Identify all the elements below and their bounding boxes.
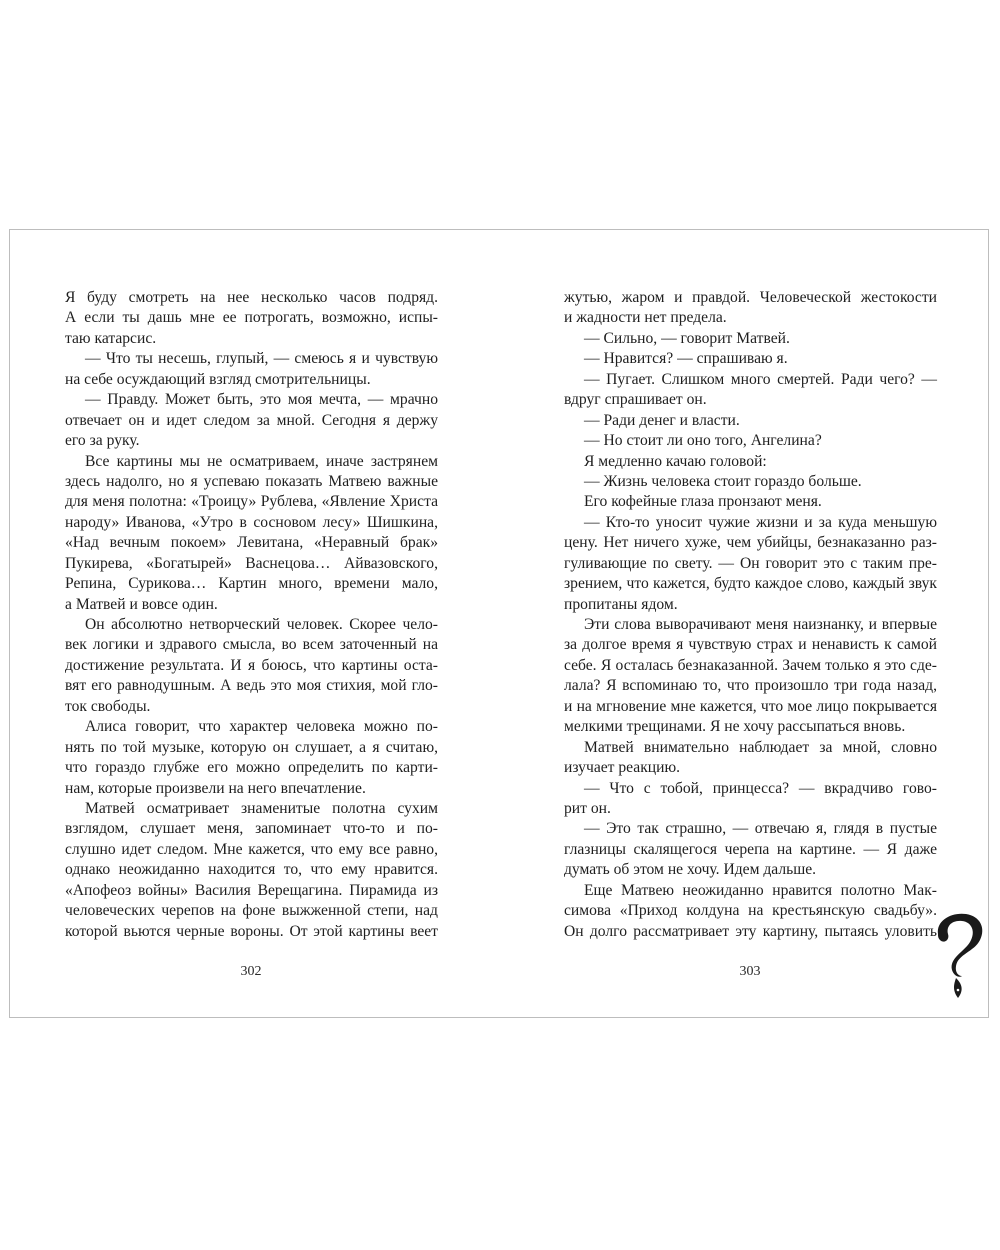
text-line: пропитаны ядом. [564,595,678,613]
right-page-text [564,288,937,942]
text-line: ток свободы. [65,697,151,715]
text-line: изучает реакцию. [564,759,681,777]
text-line: — Нравится? — спрашиваю я. [584,350,788,368]
text-line: и жадности нет предела. [564,309,727,327]
text-line: цену. Нет ничего хуже, чем убийцы, безнаказанно раз- [564,534,937,552]
text-line: симова «Приход колдуна на крестьянскую свадьбу». [564,902,937,920]
text-line: — Жизнь человека стоит гораздо больше. [584,472,862,490]
text-line: — Сильно, — говорит Матвей. [584,329,790,347]
text-line: глазницы скалящегося черепа на картине. — Я даже [564,840,937,858]
text-line: для меня полотна: «Троицу» Рублева, «Явление Христа [65,493,438,511]
text-line: — Кто-то уносит чужие жизни и за куда меньшую [584,513,937,531]
text-line: мелкими трещинами. Я не хочу рассыпаться вновь. [564,718,906,736]
text-line: однако неожиданно находится то, что ему нравится. [65,861,438,879]
text-line: себе. Я осталась безнаказанной. Зачем только я это сде- [564,656,937,674]
text-line: Алиса говорит, что характер человека можно по- [85,718,438,736]
text-line: гуливающие по свету. — Он говорит это с таким пре- [564,554,937,572]
text-line: жутью, жаром и правдой. Человеческой жестокости [564,289,937,306]
text-line: за долгое время я чувствую страх и ненависть к самой [564,636,937,654]
text-line: Эти слова выворачивают меня наизнанку, и впервые [584,616,937,633]
text-line: нам, которые произвели на него впечатление. [65,779,366,797]
text-line: — Правду. Может быть, это моя мечта, — мрачно [85,391,438,409]
text-line: человеческих черепов на фоне выжженной степи, над [65,902,438,920]
text-line: здесь надолго, но я успеваю показать Матвею важные [65,472,438,490]
text-line: вдруг спрашивает он. [564,391,707,409]
text-line: Все картины мы не осматриваем, иначе застрянем [85,452,438,470]
text-line: народу» Иванова, «Утро в сосновом лесу» Шишкина, [65,513,438,531]
page-number-left: 302 [240,964,262,979]
text-line: «Апофеоз войны» Василия Верещагина. Пирамида из [65,881,438,899]
question-mark-ornament-icon [928,912,988,1002]
page-number-right: 303 [739,964,761,979]
text-line: — Пугает. Слишком много смертей. Ради чего? — [584,370,937,388]
text-line: достижение результата. И я боюсь, что картины оста- [65,656,438,674]
text-line: Еще Матвею неожиданно нравится полотно Мак- [584,881,937,899]
text-line: думать об этом не хочу. Идем дальше. [564,861,817,879]
text-line: «Над вечным покоем» Левитана, «Неравный брак» [65,534,438,552]
text-line: Я медленно качаю головой: [584,452,767,470]
text-line: век логики и здравого смысла, во всем заточенный на [65,636,438,654]
book-spread [9,229,989,1018]
text-line: Матвей внимательно наблюдает за мной, словно [584,738,937,756]
text-line: отвечает он и идет следом за мной. Сегодня я держу [65,411,438,429]
text-line: — Это так страшно, — отвечаю я, глядя в пустые [584,820,937,838]
text-line: А если ты дашь мне ее потрогать, возможно, испы- [65,309,438,327]
text-line: Матвей осматривает знаменитые полотна сухим [85,799,438,817]
left-page-text [65,288,438,942]
text-line: Я буду смотреть на нее несколько часов подряд. [65,289,438,306]
text-line: его за руку. [65,432,140,450]
text-line: Пукирева, «Богатырей» Васнецова… Айвазовского, [65,554,438,572]
text-line: — Что с тобой, принцесса? — вкрадчиво гово- [584,779,937,797]
text-line: взглядом, слушает меня, запоминает что-то и по- [65,820,438,838]
text-line: Репина, Сурикова… Картин много, времени мало, [65,575,438,593]
text-line: зрением, что кажется, будто каждое слово, каждый звук [564,575,937,593]
text-line: Его кофейные глаза пронзают меня. [584,493,822,511]
text-line: слушно идет следом. Мне кажется, что ему все равно, [65,840,438,858]
text-line: и на мгновение мне кажется, что мое лицо покрывается [564,697,937,715]
text-line: — Что ты несешь, глупый, — смеюсь я и чувствую [85,350,438,368]
text-line: — Ради денег и власти. [584,411,740,429]
text-line: таю катарсис. [65,329,157,347]
text-line: — Но стоит ли оно того, Ангелина? [584,432,822,450]
text-line: Он абсолютно нетворческий человек. Скорее чело- [85,616,438,633]
text-line: а Матвей и вовсе один. [65,595,218,613]
text-line: Он долго рассматривает эту картину, пытаясь уловить [564,922,937,940]
text-line: на себе осуждающий взгляд смотрительницы. [65,370,371,388]
text-line: вят его равнодушным. А ведь это моя стихия, мой гло- [65,677,438,695]
text-line: рит он. [564,799,611,817]
text-line: которой вьются черные вороны. От этой картины веет [65,922,438,940]
text-line: лала? Я вспоминаю то, что произошло три года назад, [564,677,937,695]
text-line: нять по той музыке, которую он слушает, а я считаю, [65,738,438,756]
text-line: что гораздо глубже его можно определить по карти- [65,759,438,777]
